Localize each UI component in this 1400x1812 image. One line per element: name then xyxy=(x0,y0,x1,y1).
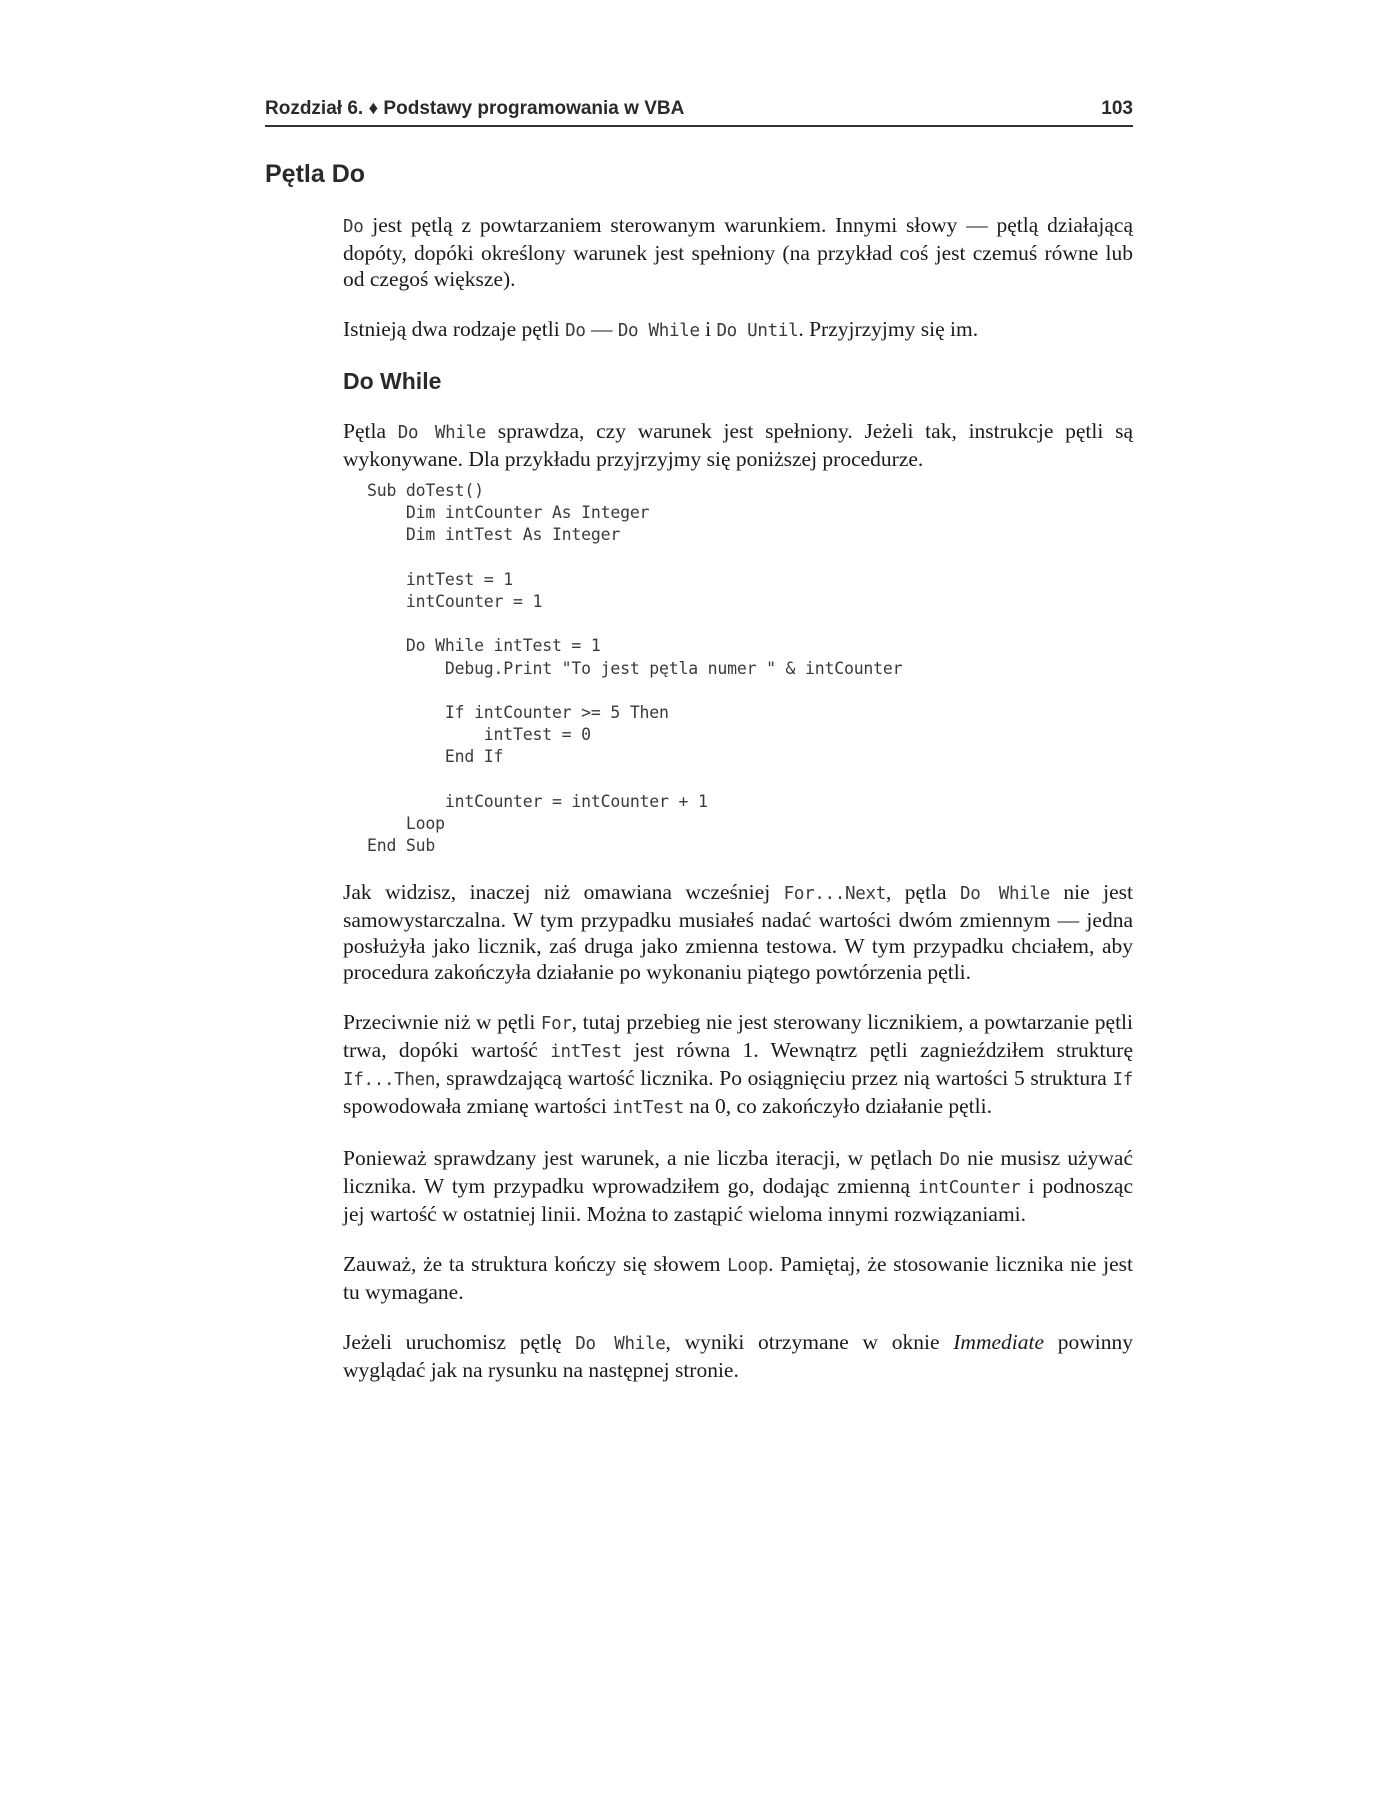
section-title: Pętla Do xyxy=(265,160,366,188)
italic-term: Immediate xyxy=(953,1330,1045,1355)
subsection-title: Do While xyxy=(343,368,442,394)
text-run: — xyxy=(585,317,618,341)
text-run: . Przyjrzyjmy się im. xyxy=(798,317,979,341)
text-run: i xyxy=(699,317,717,341)
running-header xyxy=(265,98,1133,120)
inline-code: Do While xyxy=(575,1334,666,1355)
inline-code: Do xyxy=(343,217,364,237)
inline-code: Do xyxy=(565,321,586,341)
header-rule xyxy=(265,125,1133,127)
body-text xyxy=(343,212,1133,1407)
paragraph-text: jest pętlą z powtarzaniem sterowanym warunkiem. Innymi słowy — pętlą działającą dopóty, dopóki określony warunek jest spełniony (na przykład coś jest czemuś równe lub od czegoś większe). xyxy=(343,213,1133,291)
paragraph-1 xyxy=(343,212,1133,292)
inline-code: Do While xyxy=(960,884,1050,905)
text-run: nie jest samowystarczalna. W tym przypadku musiałeś nadać wartości dwóm zmiennym — jedna posłużyła jako licznik, zaś druga jako zmienna testowa. W tym przypadku chciałem, aby procedura zakończyła działanie po wykonaniu piątego powtórzenia pętli. xyxy=(343,880,1133,985)
inline-code: If xyxy=(1112,1070,1133,1091)
text-run: sprawdza, czy warunek jest spełniony. Jeżeli tak, instrukcje pętli są wykonywane. Dla przykładu przyjrzyjmy się poniższej procedurze. xyxy=(343,419,1134,471)
inline-code: Do Until xyxy=(716,321,799,341)
text-run: Przeciwnie niż w pętli xyxy=(343,1010,541,1035)
paragraph-4 xyxy=(343,879,1133,985)
paragraph-6 xyxy=(343,1145,1133,1227)
text-run: . Pamiętaj, że stosowanie licznika nie jest tu wymagane. xyxy=(343,1252,1133,1305)
paragraph-3 xyxy=(343,418,1133,472)
text-run: , pętla xyxy=(885,880,961,905)
paragraph-8 xyxy=(343,1329,1133,1383)
text-run: Ponieważ sprawdzany jest warunek, a nie liczba iteracji, w pętlach xyxy=(343,1146,940,1171)
text-run: i podnosząc jej wartość w ostatniej linii. Można to zastąpić wieloma innymi rozwiązaniami. xyxy=(343,1174,1134,1227)
code-listing: Sub doTest() Dim intCounter As Integer Dim intTest As Integer intTest = 1 intCounter = 1 Do While intTest = 1 Debug.Print "To jest pętla numer " & intCounter If intCounter >= 5 Then intTest = 0 End If intCounter = intCounter + 1 Loop End Sub xyxy=(367,481,903,856)
text-run: Istnieją dwa rodzaje pętli xyxy=(343,317,566,341)
text-run: , tutaj przebieg nie jest sterowany licznikiem, a powtarzanie pętli trwa, dopóki wartość xyxy=(343,1010,1133,1063)
text-run: Zauważ, że ta struktura kończy się słowem xyxy=(343,1252,728,1277)
paragraph-2 xyxy=(343,316,1133,344)
inline-code: Do xyxy=(939,1150,960,1171)
inline-code: Do While xyxy=(617,321,700,341)
paragraph-7 xyxy=(343,1251,1133,1305)
inline-code: Loop xyxy=(727,1256,769,1277)
text-run: , wyniki otrzymane w oknie xyxy=(665,1330,954,1355)
inline-code: For...Next xyxy=(783,884,886,905)
inline-code: For xyxy=(540,1014,572,1035)
inline-code: intTest xyxy=(550,1042,622,1063)
text-run: Jak widzisz, inaczej niż omawiana wcześniej xyxy=(343,880,784,905)
chapter-title: Rozdział 6. ♦ Podstawy programowania w VBA xyxy=(265,98,685,119)
inline-code: Do While xyxy=(397,423,487,443)
inline-code: intTest xyxy=(612,1098,684,1119)
text-run: na 0, co zakończyło działanie pętli. xyxy=(683,1094,992,1119)
text-run: Jeżeli uruchomisz pętlę xyxy=(343,1330,576,1355)
text-run: Pętla xyxy=(343,419,398,443)
inline-code: intCounter xyxy=(918,1178,1021,1199)
text-run: powinny wyglądać jak na rysunku na następnej stronie. xyxy=(343,1330,1133,1383)
paragraph-5 xyxy=(343,1009,1133,1121)
inline-code: If...Then xyxy=(343,1070,436,1091)
page-number: 103 xyxy=(1101,98,1133,119)
text-run: , sprawdzającą wartość licznika. Po osiągnięciu przez nią wartości 5 struktura xyxy=(435,1066,1113,1091)
text-run: spowodowała zmianę wartości xyxy=(343,1094,613,1119)
text-run: nie musisz używać licznika. W tym przypadku wprowadziłem go, dodając zmienną xyxy=(343,1146,1134,1199)
text-run: jest równa 1. Wewnątrz pętli zagnieździłem strukturę xyxy=(621,1038,1133,1063)
